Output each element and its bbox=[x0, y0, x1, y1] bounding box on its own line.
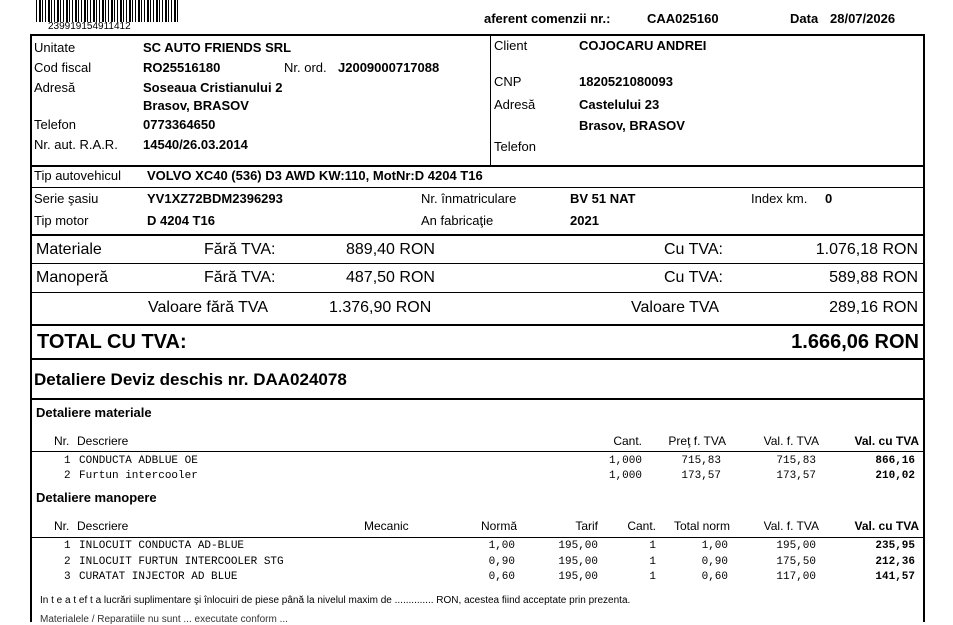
nr-aut-label: Nr. aut. R.A.R. bbox=[34, 137, 118, 152]
materiale-cu-value: 1.076,18 RON bbox=[815, 241, 918, 258]
man-row-total-norm: 0,90 bbox=[701, 556, 728, 568]
man-header-mecanic: Mecanic bbox=[364, 519, 409, 533]
tip-autovehicul-label: Tip autovehicul bbox=[34, 168, 121, 183]
man-header-tarif: Tarif bbox=[575, 519, 598, 533]
total-label: TOTAL CU TVA: bbox=[37, 331, 187, 353]
deviz-title: Detaliere Deviz deschis nr. DAA024078 bbox=[34, 370, 347, 389]
divider-vehicle bbox=[30, 165, 925, 167]
total-value: 1.666,06 RON bbox=[791, 331, 919, 353]
divider-totals-1 bbox=[30, 263, 925, 264]
mat-header-cant: Cant. bbox=[613, 434, 642, 448]
man-row-val-f: 195,00 bbox=[776, 540, 816, 552]
serie-sasiu-value: YV1XZ72BDM2396293 bbox=[147, 191, 283, 206]
materiale-fara-value: 889,40 RON bbox=[346, 241, 435, 258]
mat-row-cant: 1,000 bbox=[608, 455, 642, 467]
nr-ord-value: J2009000717088 bbox=[338, 60, 440, 75]
divider-materiale bbox=[30, 398, 925, 400]
man-row-norma: 1,00 bbox=[488, 540, 515, 552]
man-row-norma: 0,60 bbox=[488, 571, 515, 583]
mat-row-val-cu: 866,16 bbox=[875, 455, 915, 467]
divider-totals-2 bbox=[30, 292, 925, 293]
manopere-title: Detaliere manopere bbox=[36, 490, 157, 505]
materiale-title: Detaliere materiale bbox=[36, 405, 152, 420]
order-label: aferent comenzii nr.: bbox=[484, 11, 611, 26]
mat-row-descriere: CONDUCTA ADBLUE OE bbox=[79, 455, 198, 467]
date-value: 28/07/2026 bbox=[830, 11, 896, 26]
man-row-total-norm: 1,00 bbox=[701, 540, 728, 552]
man-row-tarif: 195,00 bbox=[558, 540, 598, 552]
materiale-label: Materiale bbox=[36, 241, 102, 258]
cnp-value: 1820521080093 bbox=[579, 74, 673, 89]
nr-aut-value: 14540/26.03.2014 bbox=[143, 137, 248, 152]
man-row-nr: 2 bbox=[64, 556, 71, 568]
client-adresa-label: Adresă bbox=[494, 97, 536, 112]
nr-inmatriculare-label: Nr. înmatriculare bbox=[421, 191, 517, 206]
man-header-nr: Nr. bbox=[54, 519, 70, 533]
client-label: Client bbox=[494, 38, 528, 53]
man-row-val-cu: 235,95 bbox=[875, 540, 915, 552]
manopera-label: Manoperă bbox=[36, 269, 109, 286]
man-row-val-f: 175,50 bbox=[776, 556, 816, 568]
right-border bbox=[923, 34, 925, 622]
mat-row-val-f: 715,83 bbox=[776, 455, 816, 467]
divider-deviz bbox=[30, 358, 925, 360]
mat-row-nr: 2 bbox=[64, 470, 71, 482]
cod-fiscal-value: RO25516180 bbox=[143, 60, 221, 75]
man-header-val-cu: Val. cu TVA bbox=[854, 519, 919, 533]
man-row-val-cu: 141,57 bbox=[875, 571, 915, 583]
client-telefon-label: Telefon bbox=[494, 139, 536, 154]
unit-adresa-label: Adresă bbox=[34, 80, 76, 95]
barcode bbox=[36, 0, 178, 22]
mat-header-val-cu: Val. cu TVA bbox=[854, 434, 919, 448]
order-number: CAA025160 bbox=[647, 11, 719, 26]
valoare-fara-label: Valoare fără TVA bbox=[148, 299, 269, 316]
materiale-fara-label: Fără TVA: bbox=[204, 241, 276, 258]
mat-row-cant: 1,000 bbox=[608, 470, 642, 482]
divider-total bbox=[30, 324, 925, 326]
serie-sasiu-label: Serie şasiu bbox=[34, 191, 99, 206]
manopera-fara-value: 487,50 RON bbox=[346, 269, 435, 286]
man-header-underline bbox=[30, 537, 925, 538]
client-adresa-line1: Castelului 23 bbox=[579, 97, 660, 112]
cnp-label: CNP bbox=[494, 74, 522, 89]
valoare-tva-value: 289,16 RON bbox=[829, 299, 918, 316]
unit-telefon-value: 0773364650 bbox=[143, 117, 216, 132]
tip-motor-value: D 4204 T16 bbox=[147, 213, 215, 228]
man-header-val-f: Val. f. TVA bbox=[763, 519, 819, 533]
mat-header-underline bbox=[30, 451, 925, 452]
unit-telefon-label: Telefon bbox=[34, 117, 76, 132]
footer-note-1: In t e a t ef t a lucrări suplimentare şi înlocuiri de piese până la nivelul maxim de .............. RON, acestea fiind acceptate prin prezenta. bbox=[40, 595, 631, 606]
materiale-cu-label: Cu TVA: bbox=[664, 241, 723, 258]
man-header-cant: Cant. bbox=[627, 519, 656, 533]
manopera-cu-label: Cu TVA: bbox=[664, 269, 723, 286]
unitate-value: SC AUTO FRIENDS SRL bbox=[143, 40, 292, 55]
top-border bbox=[30, 34, 925, 36]
mat-row-pret: 173,57 bbox=[681, 470, 721, 482]
nr-inmatriculare-value: BV 51 NAT bbox=[570, 191, 636, 206]
man-row-tarif: 195,00 bbox=[558, 571, 598, 583]
mat-header-descriere: Descriere bbox=[77, 434, 129, 448]
man-row-norma: 0,90 bbox=[488, 556, 515, 568]
man-row-cant: 1 bbox=[649, 556, 656, 568]
tip-motor-label: Tip motor bbox=[34, 213, 89, 228]
client-value: COJOCARU ANDREI bbox=[579, 38, 707, 53]
date-label: Data bbox=[790, 11, 819, 26]
man-row-cant: 1 bbox=[649, 540, 656, 552]
mat-row-descriere: Furtun intercooler bbox=[79, 470, 198, 482]
mat-header-pret: Preţ f. TVA bbox=[668, 434, 726, 448]
man-row-nr: 3 bbox=[64, 571, 71, 583]
mat-row-pret: 715,83 bbox=[681, 455, 721, 467]
unit-client-divider bbox=[490, 34, 491, 166]
man-header-norma: Normă bbox=[480, 519, 517, 533]
manopera-fara-label: Fără TVA: bbox=[204, 269, 276, 286]
divider-vehicle-inner bbox=[30, 187, 925, 188]
man-row-descriere: CURATAT INJECTOR AD BLUE bbox=[79, 571, 238, 583]
mat-row-val-f: 173,57 bbox=[776, 470, 816, 482]
man-row-descriere: INLOCUIT CONDUCTA AD-BLUE bbox=[79, 540, 245, 552]
nr-ord-label: Nr. ord. bbox=[284, 60, 327, 75]
man-header-total-norm: Total norm bbox=[673, 519, 730, 533]
cod-fiscal-label: Cod fiscal bbox=[34, 60, 92, 75]
unit-adresa-line2: Brasov, BRASOV bbox=[143, 98, 249, 113]
footer-note-2: Materialele / Reparatiile nu sunt ... executate conform ... bbox=[40, 614, 288, 625]
man-header-descriere: Descriere bbox=[77, 519, 129, 533]
an-fabricatie-value: 2021 bbox=[570, 213, 599, 228]
man-row-cant: 1 bbox=[649, 571, 656, 583]
client-adresa-line2: Brasov, BRASOV bbox=[579, 118, 685, 133]
valoare-fara-value: 1.376,90 RON bbox=[329, 299, 432, 316]
mat-row-nr: 1 bbox=[64, 455, 71, 467]
index-km-label: Index km. bbox=[751, 191, 808, 206]
man-row-descriere: INLOCUIT FURTUN INTERCOOLER STG bbox=[79, 556, 284, 568]
man-row-val-f: 117,00 bbox=[776, 571, 816, 583]
mat-row-val-cu: 210,02 bbox=[875, 470, 915, 482]
an-fabricatie-label: An fabricaţie bbox=[421, 213, 494, 228]
barcode-number: 239919154911412 bbox=[48, 21, 131, 32]
mat-header-nr: Nr. bbox=[54, 434, 70, 448]
unitate-label: Unitate bbox=[34, 40, 76, 55]
left-border bbox=[30, 34, 32, 622]
index-km-value: 0 bbox=[825, 191, 833, 206]
man-row-val-cu: 212,36 bbox=[875, 556, 915, 568]
man-row-total-norm: 0,60 bbox=[701, 571, 728, 583]
man-row-tarif: 195,00 bbox=[558, 556, 598, 568]
unit-adresa-line1: Soseaua Cristianului 2 bbox=[143, 80, 283, 95]
man-row-nr: 1 bbox=[64, 540, 71, 552]
divider-totals bbox=[30, 234, 925, 236]
valoare-tva-label: Valoare TVA bbox=[631, 299, 720, 316]
manopera-cu-value: 589,88 RON bbox=[829, 269, 918, 286]
tip-autovehicul-value: VOLVO XC40 (536) D3 AWD KW:110, MotNr:D 4204 T16 bbox=[147, 168, 483, 183]
mat-header-val-f: Val. f. TVA bbox=[763, 434, 819, 448]
